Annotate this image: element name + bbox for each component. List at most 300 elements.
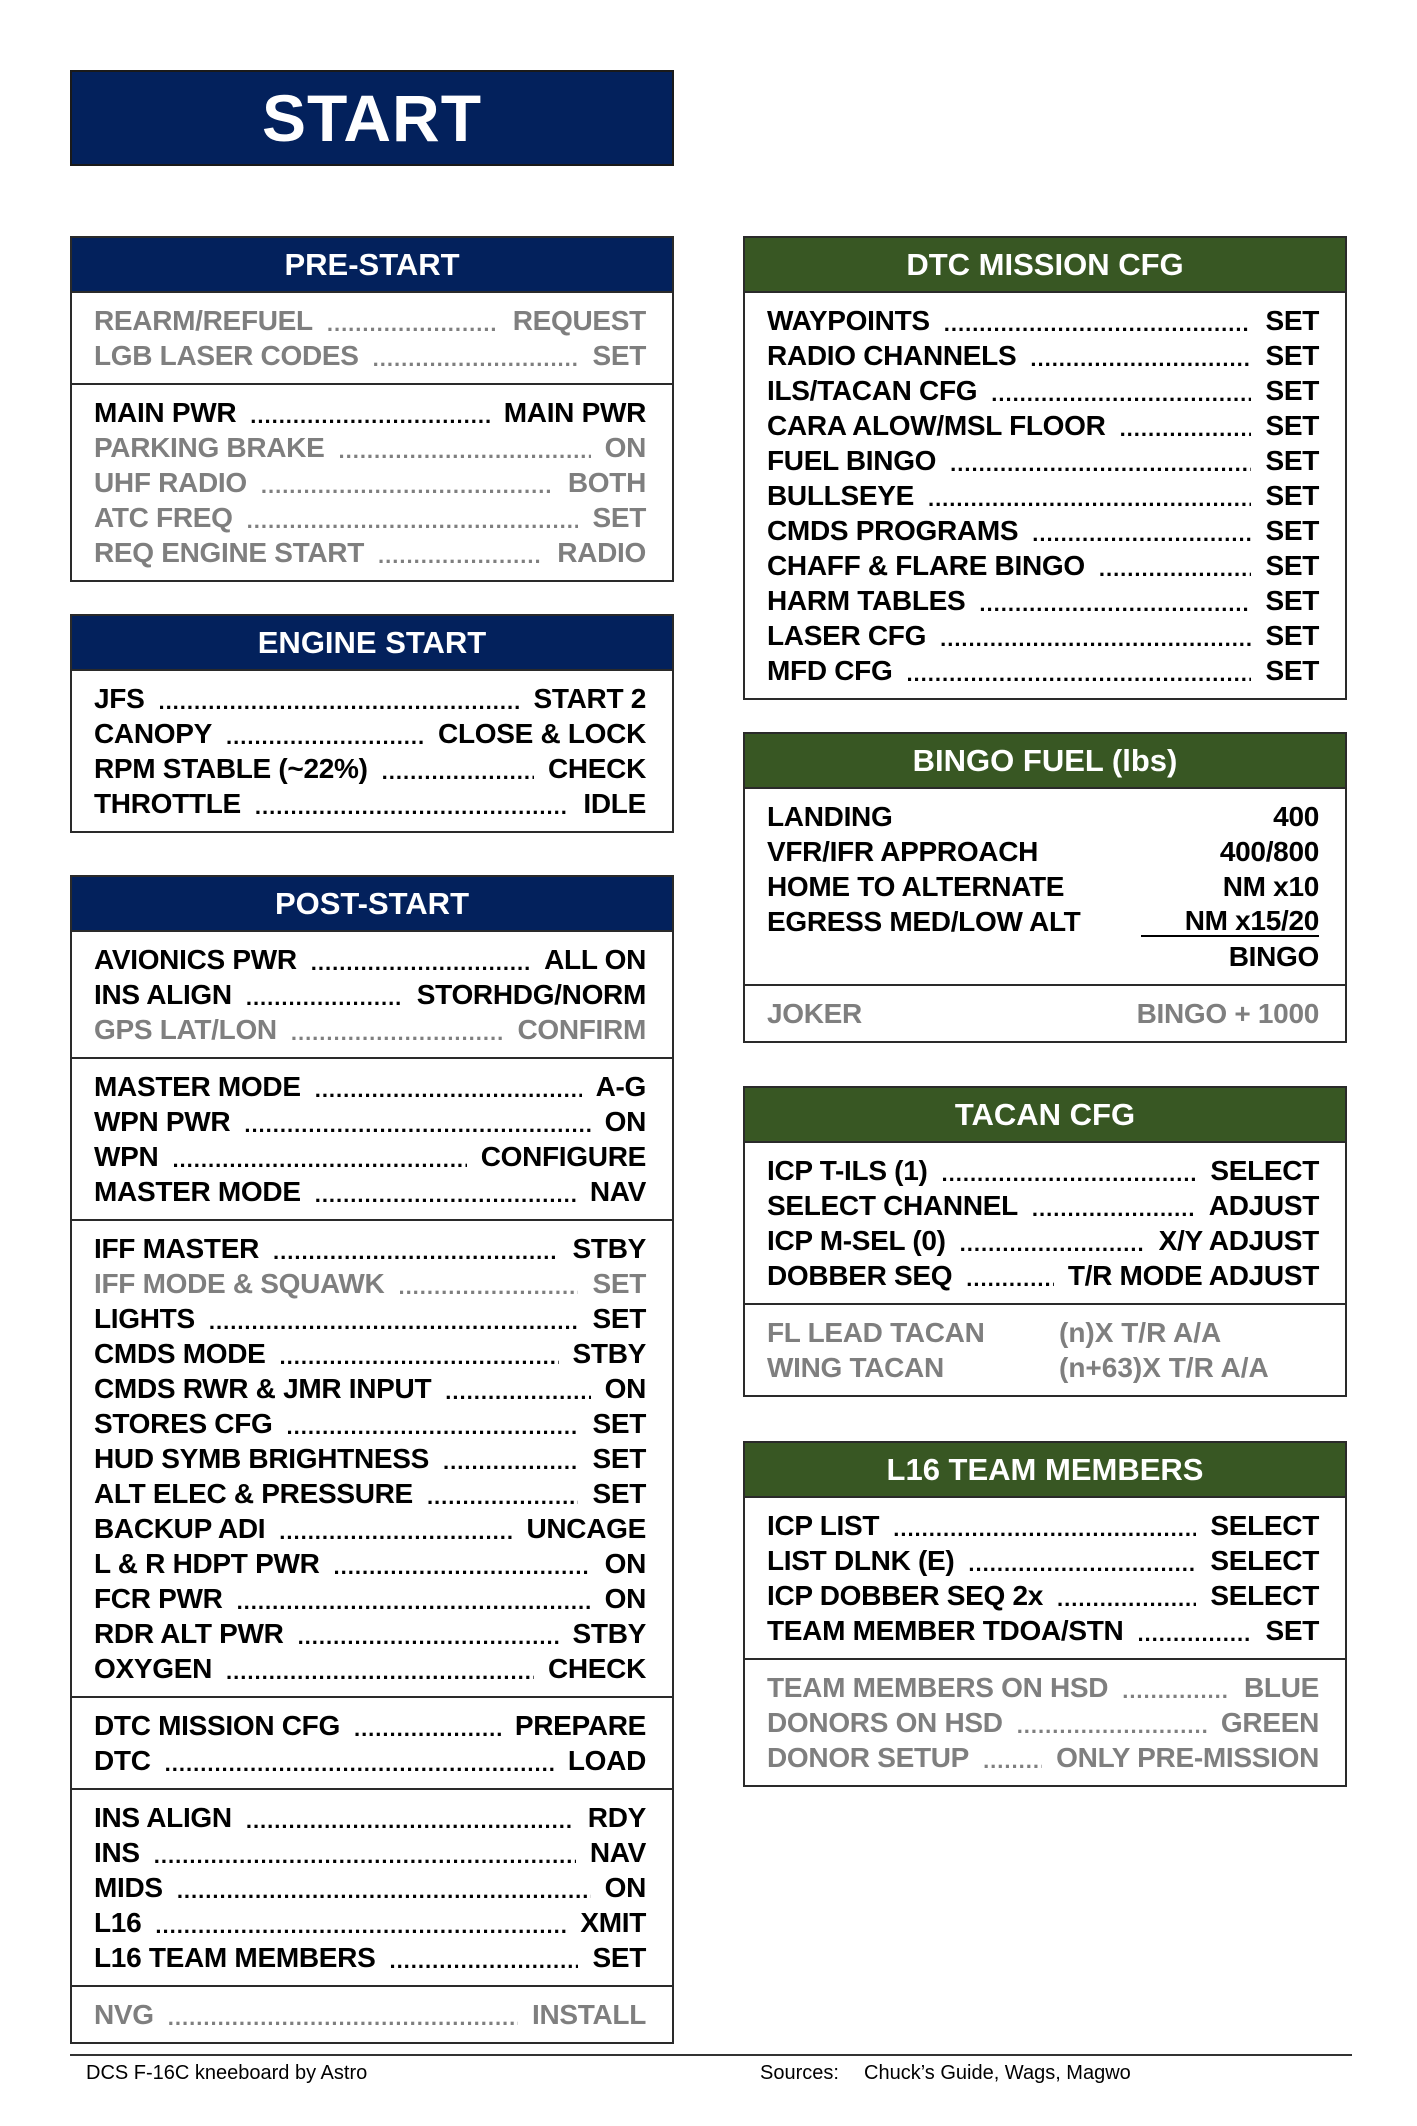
row-value: CONFIRM	[517, 1013, 646, 1045]
row-value: SET	[592, 1477, 646, 1509]
row-value: REQUEST	[512, 304, 646, 336]
dot-leader	[944, 307, 1252, 335]
row-value: SET	[592, 339, 646, 371]
dot-leader	[1057, 1582, 1196, 1610]
row-value: CHECK	[547, 1652, 646, 1684]
row-value: SET	[1265, 549, 1319, 581]
dot-leader	[226, 1655, 534, 1683]
dot-leader	[334, 1550, 591, 1578]
row-value: ON	[604, 1372, 646, 1404]
checklist-row	[767, 583, 1319, 618]
dot-leader	[354, 1712, 501, 1740]
row-value: SET	[1265, 479, 1319, 511]
dot-leader	[398, 1270, 578, 1298]
checklist-group	[72, 293, 672, 383]
row-item: JOKER	[767, 997, 862, 1029]
dot-leader	[172, 1143, 466, 1171]
row-value: RDY	[587, 1801, 646, 1833]
row-value: SET	[592, 1442, 646, 1474]
dot-leader	[991, 377, 1251, 405]
row-item: DTC MISSION CFG	[94, 1709, 340, 1741]
dot-leader	[291, 1016, 504, 1044]
row-value: XMIT	[580, 1906, 646, 1938]
row-item: WING TACAN	[767, 1351, 944, 1383]
checklist-row	[94, 1336, 646, 1371]
footer-divider	[70, 2054, 1352, 2056]
bingo-total-row	[767, 939, 1319, 974]
row-value: SET	[592, 1407, 646, 1439]
checklist-row	[767, 1188, 1319, 1223]
panel-bingo-fuel	[743, 732, 1347, 1043]
row-item: EGRESS MED/LOW ALT	[767, 905, 1081, 937]
checklist-row	[94, 1940, 646, 1975]
checklist-row	[767, 408, 1319, 443]
dot-leader	[950, 447, 1251, 475]
row-item: DONOR SETUP	[767, 1741, 970, 1773]
dot-leader	[226, 720, 424, 748]
checklist-group	[72, 1057, 672, 1219]
row-item: LASER CFG	[767, 619, 927, 651]
checklist-row	[767, 443, 1319, 478]
row-item: FCR PWR	[94, 1582, 223, 1614]
row-value: 400/800	[1219, 835, 1319, 867]
checklist-row	[94, 1069, 646, 1104]
row-item: ALT ELEC & PRESSURE	[94, 1477, 413, 1509]
row-value: SELECT	[1210, 1154, 1319, 1186]
dot-leader	[906, 657, 1251, 685]
checklist-group	[72, 671, 672, 831]
row-value: CHECK	[547, 752, 646, 784]
row-value: CONFIGURE	[480, 1140, 646, 1172]
row-item: L16 TEAM MEMBERS	[94, 1941, 376, 1973]
row-item: DOBBER SEQ	[767, 1259, 953, 1291]
row-value: ON	[604, 431, 646, 463]
row-value: NM x15/20	[1141, 906, 1319, 937]
row-item: HARM TABLES	[767, 584, 966, 616]
dot-leader	[968, 1547, 1196, 1575]
row-item: HUD SYMB BRIGHTNESS	[94, 1442, 429, 1474]
checklist-group	[745, 1498, 1345, 1658]
dot-leader	[315, 1178, 576, 1206]
row-item: FUEL BINGO	[767, 444, 937, 476]
row-value: PREPARE	[514, 1709, 646, 1741]
bingo-row	[767, 799, 1319, 834]
bingo-group	[745, 789, 1345, 984]
checklist-row	[767, 1670, 1319, 1705]
row-item: OXYGEN	[94, 1652, 213, 1684]
row-item: CARA ALOW/MSL FLOOR	[767, 409, 1106, 441]
dot-leader	[158, 685, 519, 713]
page-title: START	[261, 81, 483, 155]
dot-leader	[1032, 1192, 1195, 1220]
panel-tacan-cfg	[743, 1086, 1347, 1397]
dot-leader	[154, 1839, 576, 1867]
row-value: (n)X T/R A/A	[1059, 1316, 1222, 1348]
checklist-row	[94, 1708, 646, 1743]
row-value: SET	[1265, 619, 1319, 651]
row-item: CANOPY	[94, 717, 212, 749]
dot-leader	[1032, 517, 1251, 545]
checklist-row	[767, 1223, 1319, 1258]
checklist-row	[767, 338, 1319, 373]
row-value: GREEN	[1220, 1706, 1319, 1738]
row-value: A-G	[595, 1070, 646, 1102]
dot-leader	[244, 1108, 590, 1136]
row-item: SELECT CHANNEL	[767, 1189, 1018, 1221]
row-item: ILS/TACAN CFG	[767, 374, 978, 406]
dot-leader	[966, 1262, 1054, 1290]
row-item: ICP T-ILS (1)	[767, 1154, 928, 1186]
row-item: FL LEAD TACAN	[767, 1316, 985, 1348]
dot-leader	[315, 1073, 582, 1101]
checklist-row	[94, 1651, 646, 1686]
dot-leader	[287, 1410, 579, 1438]
row-value: STBY	[572, 1232, 646, 1264]
row-item: ATC FREQ	[94, 501, 233, 533]
row-item: DTC	[94, 1744, 151, 1776]
bingo-row	[767, 834, 1319, 869]
dot-leader	[311, 946, 530, 974]
checklist-row	[767, 1153, 1319, 1188]
row-value: SET	[592, 1941, 646, 1973]
panel-post-start	[70, 875, 674, 2044]
checklist-row	[94, 1012, 646, 1047]
checklist-row	[94, 1441, 646, 1476]
row-value: BLUE	[1243, 1671, 1319, 1703]
dot-leader	[1137, 1617, 1251, 1645]
bingo-row	[767, 869, 1319, 904]
checklist-row	[767, 478, 1319, 513]
checklist-row	[94, 1174, 646, 1209]
dot-leader	[209, 1305, 579, 1333]
row-item: PARKING BRAKE	[94, 431, 325, 463]
row-item: REQ ENGINE START	[94, 536, 365, 568]
row-item: REARM/REFUEL	[94, 304, 313, 336]
row-value: ON	[604, 1871, 646, 1903]
row-item: WAYPOINTS	[767, 304, 930, 336]
checklist-row	[767, 1543, 1319, 1578]
checklist-row	[94, 1104, 646, 1139]
footer-sources-label: Sources:	[760, 2062, 839, 2084]
bingo-row	[767, 904, 1319, 939]
dot-leader	[389, 1944, 578, 1972]
row-value: INSTALL	[531, 1998, 646, 2030]
checklist-row	[94, 1406, 646, 1441]
panel-header: POST-START	[72, 877, 672, 932]
dot-leader	[1122, 1674, 1230, 1702]
dot-leader	[237, 1585, 591, 1613]
checklist-row	[94, 500, 646, 535]
checklist-row	[767, 1578, 1319, 1613]
row-value: SET	[592, 1302, 646, 1334]
row-value: ON	[604, 1547, 646, 1579]
checklist-row	[94, 1905, 646, 1940]
checklist-row	[94, 535, 646, 570]
row-item: UHF RADIO	[94, 466, 247, 498]
row-item: VFR/IFR APPROACH	[767, 835, 1039, 867]
row-value: SET	[1265, 514, 1319, 546]
row-item: RPM STABLE (~22%)	[94, 752, 368, 784]
row-value: (n+63)X T/R A/A	[1059, 1351, 1269, 1383]
dot-leader	[373, 342, 579, 370]
row-value: RADIO	[557, 536, 646, 568]
panel-dtc-mission-cfg	[743, 236, 1347, 700]
joker-row	[767, 996, 1319, 1031]
row-value: SET	[1265, 339, 1319, 371]
row-item: LIGHTS	[94, 1302, 195, 1334]
dot-leader	[273, 1235, 559, 1263]
checklist-row	[767, 548, 1319, 583]
tacan-note-row	[767, 1315, 1319, 1350]
row-item: INS ALIGN	[94, 1801, 232, 1833]
row-item: INS ALIGN	[94, 978, 232, 1010]
row-value: NAV	[589, 1836, 646, 1868]
checklist-row	[94, 1511, 646, 1546]
checklist-row	[94, 395, 646, 430]
dot-leader	[279, 1515, 512, 1543]
dot-leader	[893, 1512, 1196, 1540]
row-value: ADJUST	[1208, 1189, 1319, 1221]
row-value: SELECT	[1210, 1509, 1319, 1541]
row-item: NVG	[94, 1998, 154, 2030]
checklist-row	[767, 1613, 1319, 1648]
dot-leader	[979, 587, 1251, 615]
checklist-row	[94, 1800, 646, 1835]
row-item: MASTER MODE	[94, 1175, 301, 1207]
panel-header: TACAN CFG	[745, 1088, 1345, 1143]
checklist-row	[94, 1581, 646, 1616]
panel-pre-start	[70, 236, 674, 582]
dot-leader	[1120, 412, 1252, 440]
checklist-group	[72, 932, 672, 1057]
row-value: ON	[604, 1582, 646, 1614]
dot-leader	[165, 1747, 554, 1775]
checklist-row	[94, 1139, 646, 1174]
dot-leader	[960, 1227, 1145, 1255]
dot-leader	[983, 1744, 1042, 1772]
checklist-row	[94, 1231, 646, 1266]
row-item: JFS	[94, 682, 145, 714]
checklist-row	[767, 513, 1319, 548]
row-item: CMDS RWR & JMR INPUT	[94, 1372, 432, 1404]
row-item: L16	[94, 1906, 142, 1938]
dot-leader	[250, 399, 490, 427]
dot-leader	[155, 1909, 566, 1937]
panel-header: DTC MISSION CFG	[745, 238, 1345, 293]
row-value: ON	[604, 1105, 646, 1137]
checklist-row	[767, 303, 1319, 338]
row-value: UNCAGE	[526, 1512, 646, 1544]
row-item: LANDING	[767, 800, 893, 832]
row-value: STBY	[572, 1337, 646, 1369]
panel-l16-team-members	[743, 1441, 1347, 1787]
row-value: SET	[1265, 654, 1319, 686]
checklist-row	[94, 716, 646, 751]
row-item: HOME TO ALTERNATE	[767, 870, 1065, 902]
row-item: CHAFF & FLARE BINGO	[767, 549, 1085, 581]
dot-leader	[177, 1874, 591, 1902]
checklist-row	[767, 618, 1319, 653]
checklist-row	[94, 1546, 646, 1581]
checklist-row	[767, 1508, 1319, 1543]
checklist-group	[745, 293, 1345, 698]
dot-leader	[445, 1375, 590, 1403]
dot-leader	[246, 1804, 574, 1832]
row-item: MAIN PWR	[94, 396, 237, 428]
dot-leader	[382, 755, 534, 783]
checklist-group	[72, 1985, 672, 2042]
row-item: MIDS	[94, 1871, 163, 1903]
row-item: THROTTLE	[94, 787, 241, 819]
tacan-steps-group	[745, 1143, 1345, 1303]
dot-leader	[1099, 552, 1252, 580]
checklist-group	[72, 1219, 672, 1696]
checklist-row	[94, 786, 646, 821]
row-value: T/R MODE ADJUST	[1067, 1259, 1319, 1291]
checklist-row	[94, 977, 646, 1012]
row-item: MFD CFG	[767, 654, 893, 686]
row-item: ICP M-SEL (0)	[767, 1224, 946, 1256]
row-item: MASTER MODE	[94, 1070, 301, 1102]
row-value: SET	[1265, 374, 1319, 406]
dot-leader	[928, 482, 1251, 510]
row-item: IFF MASTER	[94, 1232, 259, 1264]
dot-leader	[327, 307, 499, 335]
dot-leader	[280, 1340, 559, 1368]
tacan-note-row	[767, 1350, 1319, 1385]
dot-leader	[246, 981, 403, 1009]
tacan-notes-group	[745, 1303, 1345, 1395]
row-value: STBY	[572, 1617, 646, 1649]
row-item: ICP LIST	[767, 1509, 880, 1541]
row-value: ONLY PRE-MISSION	[1056, 1741, 1319, 1773]
checklist-row	[94, 1371, 646, 1406]
row-value: MAIN PWR	[503, 396, 646, 428]
checklist-row	[94, 465, 646, 500]
row-item: DONORS ON HSD	[767, 1706, 1003, 1738]
row-item: STORES CFG	[94, 1407, 273, 1439]
dot-leader	[940, 622, 1251, 650]
row-item: CMDS PROGRAMS	[767, 514, 1019, 546]
row-item: ICP DOBBER SEQ 2x	[767, 1579, 1044, 1611]
row-value: ALL ON	[544, 943, 646, 975]
dot-leader	[255, 790, 569, 818]
row-value: START 2	[533, 682, 646, 714]
page-title-banner	[70, 70, 674, 166]
row-value: SET	[1265, 409, 1319, 441]
footer-sources: Chuck’s Guide, Wags, Magwo	[864, 2062, 1131, 2084]
checklist-row	[94, 1476, 646, 1511]
panel-header: PRE-START	[72, 238, 672, 293]
checklist-row	[767, 1705, 1319, 1740]
row-item: INS	[94, 1836, 140, 1868]
dot-leader	[942, 1157, 1197, 1185]
row-item: RADIO CHANNELS	[767, 339, 1017, 371]
joker-group	[745, 984, 1345, 1041]
row-item: TEAM MEMBERS ON HSD	[767, 1671, 1109, 1703]
panel-header: L16 TEAM MEMBERS	[745, 1443, 1345, 1498]
checklist-row	[94, 303, 646, 338]
dot-leader	[261, 469, 554, 497]
checklist-row	[94, 1743, 646, 1778]
row-value: LOAD	[567, 1744, 646, 1776]
dot-leader	[298, 1620, 559, 1648]
row-item: BACKUP ADI	[94, 1512, 266, 1544]
checklist-row	[94, 1835, 646, 1870]
dot-leader	[168, 2001, 518, 2029]
row-item: WPN	[94, 1140, 159, 1172]
checklist-group	[72, 383, 672, 580]
panel-header: BINGO FUEL (lbs)	[745, 734, 1345, 789]
row-value: SET	[1265, 444, 1319, 476]
checklist-row	[94, 1266, 646, 1301]
row-value: SET	[1265, 584, 1319, 616]
row-item: GPS LAT/LON	[94, 1013, 277, 1045]
row-value: SET	[1265, 1614, 1319, 1646]
row-value: SET	[592, 1267, 646, 1299]
row-value: CLOSE & LOCK	[438, 717, 646, 749]
checklist-group	[72, 1788, 672, 1985]
dot-leader	[1030, 342, 1251, 370]
dot-leader	[338, 434, 590, 462]
dot-leader	[247, 504, 579, 532]
checklist-row	[94, 751, 646, 786]
row-value: SET	[592, 501, 646, 533]
checklist-row	[94, 942, 646, 977]
row-item: BULLSEYE	[767, 479, 914, 511]
row-item: RDR ALT PWR	[94, 1617, 284, 1649]
row-value: SELECT	[1210, 1579, 1319, 1611]
row-item: LIST DLNK (E)	[767, 1544, 955, 1576]
checklist-row	[94, 1616, 646, 1651]
row-value: IDLE	[583, 787, 646, 819]
checklist-row	[94, 1301, 646, 1336]
row-value: SELECT	[1210, 1544, 1319, 1576]
row-value: STORHDG/NORM	[416, 978, 646, 1010]
checklist-row	[94, 1870, 646, 1905]
row-item: AVIONICS PWR	[94, 943, 297, 975]
row-item: TEAM MEMBER TDOA/STN	[767, 1614, 1124, 1646]
bingo-total: BINGO	[1228, 940, 1319, 972]
checklist-row	[94, 681, 646, 716]
row-value: BINGO + 1000	[1136, 997, 1319, 1029]
dot-leader	[443, 1445, 578, 1473]
checklist-group	[72, 1696, 672, 1788]
row-value: BOTH	[567, 466, 646, 498]
row-value: 400	[1273, 800, 1319, 832]
row-value: NM x10	[1222, 870, 1319, 902]
row-item: IFF MODE & SQUAWK	[94, 1267, 385, 1299]
row-item: L & R HDPT PWR	[94, 1547, 320, 1579]
row-value: SET	[1265, 304, 1319, 336]
row-value: X/Y ADJUST	[1158, 1224, 1319, 1256]
dot-leader	[378, 539, 543, 567]
checklist-row	[767, 1740, 1319, 1775]
checklist-row	[94, 430, 646, 465]
panel-header: ENGINE START	[72, 616, 672, 671]
row-item: WPN PWR	[94, 1105, 231, 1137]
checklist-row	[767, 1258, 1319, 1293]
row-item: LGB LASER CODES	[94, 339, 359, 371]
footer-credit: DCS F-16C kneeboard by Astro	[86, 2062, 368, 2084]
row-value: NAV	[589, 1175, 646, 1207]
dot-leader	[427, 1480, 579, 1508]
dot-leader	[1017, 1709, 1207, 1737]
panel-engine-start	[70, 614, 674, 833]
row-item: CMDS MODE	[94, 1337, 266, 1369]
checklist-row	[767, 653, 1319, 688]
checklist-row	[94, 1997, 646, 2032]
